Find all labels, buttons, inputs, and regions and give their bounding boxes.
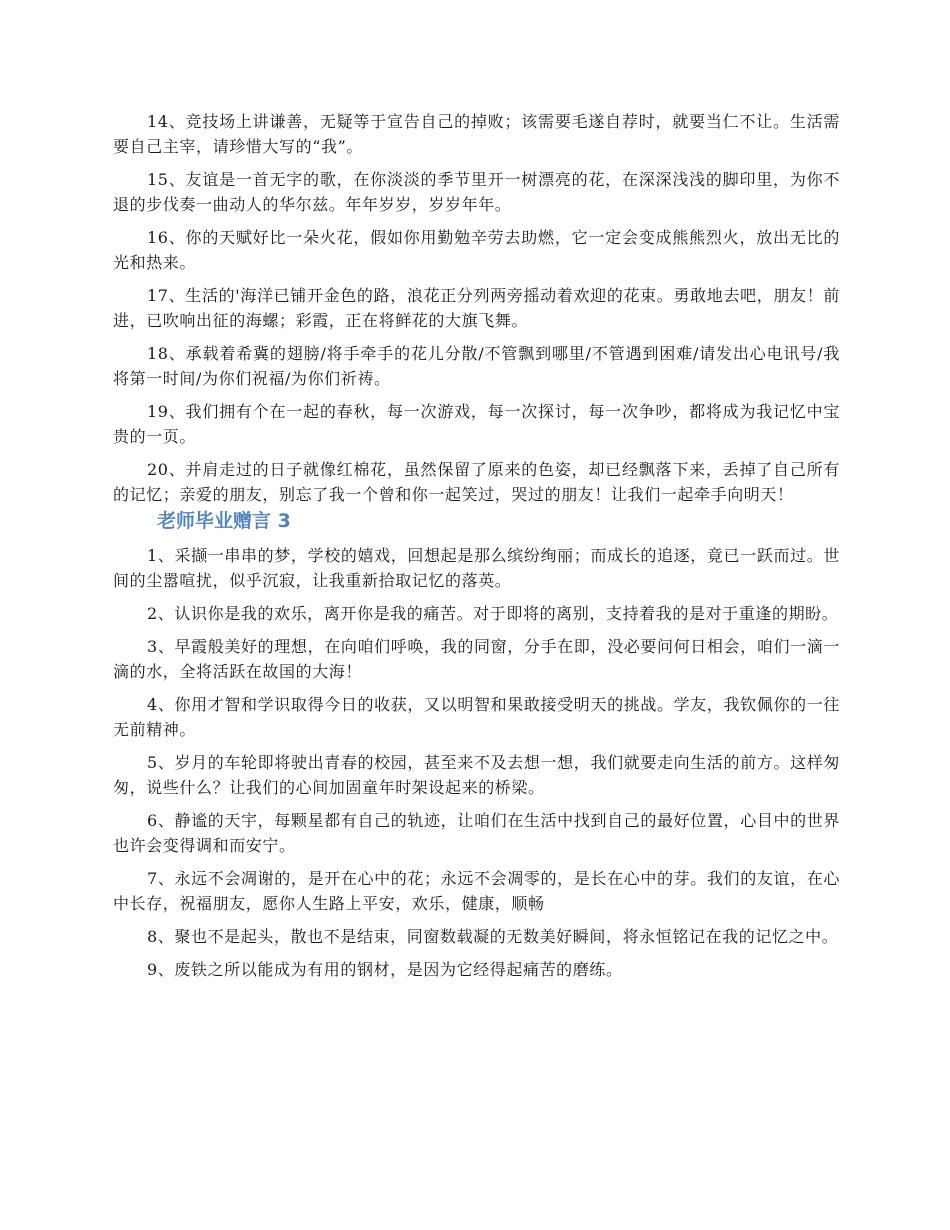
paragraph-15: 15、友谊是一首无字的歌，在你淡淡的季节里开一树漂亮的花，在深深浅浅的脚印里，为你不退的步伐奏一曲动人的华尔兹。年年岁岁，岁岁年年。	[113, 170, 840, 214]
paragraph-8: 8、聚也不是起头，散也不是结束，同窗数载凝的无数美好瞬间，将永恒铭记在我的记忆之中。	[147, 927, 839, 946]
paragraph-9: 9、废铁之所以能成为有用的钢材，是因为它经得起痛苦的磨练。	[147, 960, 623, 979]
paragraph-18: 18、承载着希冀的翅膀/将手牵手的花儿分散/不管飘到哪里/不管遇到困难/请发出心电讯号/我将第一时间/为你们祝福/为你们祈祷。	[113, 344, 840, 388]
paragraph-4: 4、你用才智和学识取得今日的收获，又以明智和果敢接受明天的挑战。学友，我钦佩你的一往无前精神。	[113, 695, 840, 739]
paragraph-16: 16、你的天赋好比一朵火花，假如你用勤勉辛劳去助燃，它一定会变成熊熊烈火，放出无比的光和热来。	[113, 228, 840, 272]
paragraph-14: 14、竞技场上讲谦善，无疑等于宣告自己的掉败；该需要毛遂自荐时，就要当仁不让。生活需要自己主宰，请珍惜大写的“我”。	[113, 112, 840, 156]
paragraph-1: 1、采撷一串串的梦，学校的嬉戏，回想起是那么缤纷绚丽；而成长的追逐，竟已一跃而过。世间的尘嚣喧扰，似乎沉寂，让我重新拾取记忆的落英。	[113, 546, 840, 590]
document-page	[113, 109, 840, 982]
paragraph-17: 17、生活的'海洋已铺开金色的路，浪花正分列两旁摇动着欢迎的花束。勇敢地去吧，朋友！前进，已吹响出征的海螺；彩霞，正在将鲜花的大旗飞舞。	[113, 286, 840, 330]
paragraph-19: 19、我们拥有个在一起的春秋，每一次游戏，每一次探讨，每一次争吵，都将成为我记忆中宝贵的一页。	[113, 402, 840, 446]
paragraph-6: 6、静谧的天宇，每颗星都有自己的轨迹，让咱们在生活中找到自己的最好位置，心目中的世界也许会变得调和而安宁。	[113, 811, 840, 855]
paragraph-2: 2、认识你是我的欢乐，离开你是我的痛苦。对于即将的离别，支持着我的是对于重逢的期盼。	[147, 604, 839, 623]
paragraph-3: 3、早霞般美好的理想，在向咱们呼唤，我的同窗，分手在即，没必要问何日相会，咱们一滴一滴的水，全将活跃在故国的大海！	[113, 637, 840, 681]
paragraph-20: 20、并肩走过的日子就像红棉花，虽然保留了原来的色姿，却已经飘落下来，丢掉了自己所有的记忆；亲爱的朋友，别忘了我一个曾和你一起笑过，哭过的朋友！让我们一起牵手向明天！	[113, 460, 840, 504]
paragraph-7: 7、永远不会凋谢的，是开在心中的花；永远不会凋零的，是长在心中的芽。我们的友谊，在心中长存，祝福朋友，愿你人生路上平安，欢乐，健康，顺畅	[113, 869, 840, 913]
paragraph-5: 5、岁月的车轮即将驶出青春的校园，甚至来不及去想一想，我们就要走向生活的前方。这样匆匆，说些什么？让我们的心间加固童年时架设起来的桥梁。	[113, 753, 840, 797]
section-heading: 老师毕业赠言 3	[157, 510, 291, 532]
